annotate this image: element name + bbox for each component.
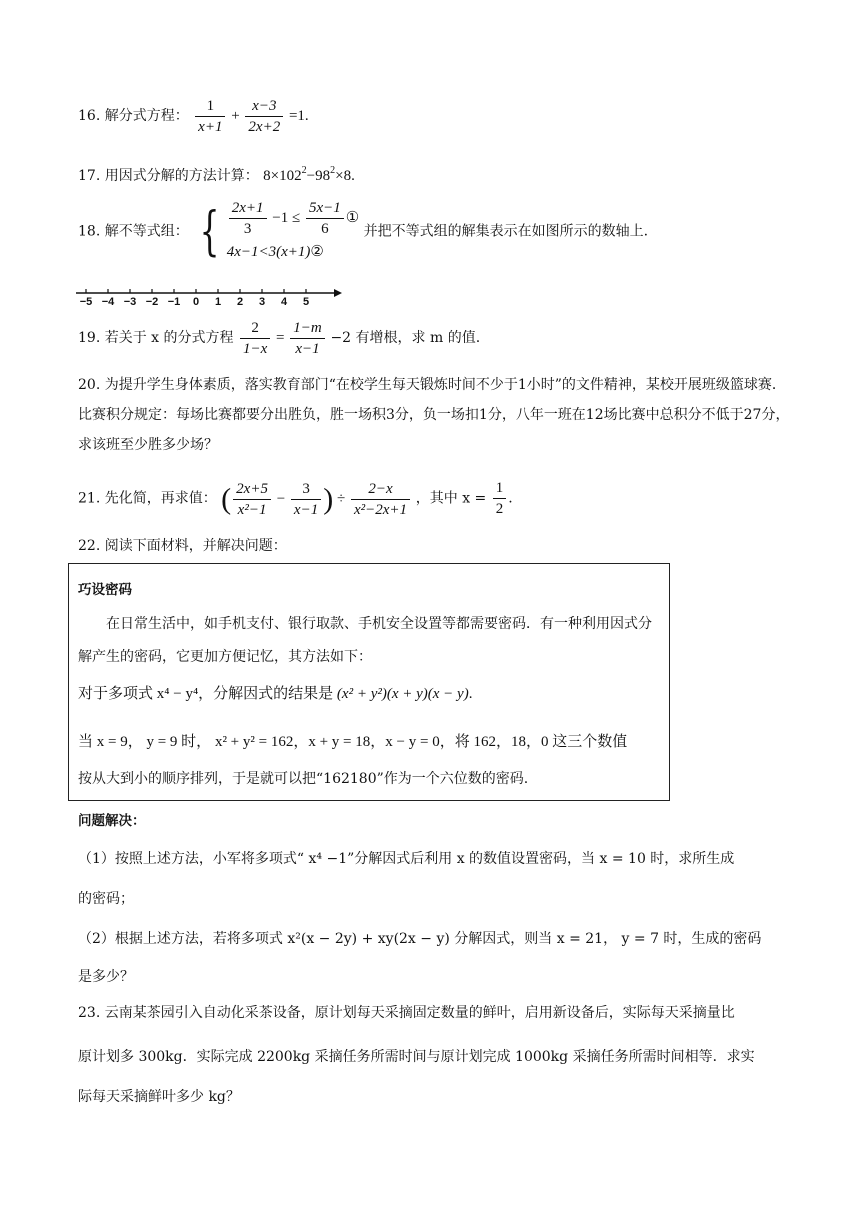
- box-title: 巧设密码: [78, 582, 132, 598]
- sub-question-2-line-2: 是多少？: [78, 969, 134, 985]
- tick-label: 2: [236, 296, 244, 308]
- question-20: 20. 为提升学生身体素质，落实教育部门“在校学生每天锻炼时间不少于1小时”的文件精神，某校开展班级篮球赛．比赛积分规定：每场比赛都要分出胜负，胜一场积3分，负一场扣1分，八年一班在12场比赛中总积分不低于27分，求该班至少胜多少场？: [78, 377, 790, 453]
- tick-label: −3: [123, 296, 137, 308]
- q17-expression: $8\times 102^2-98^2\times 8$.: [263, 165, 355, 184]
- left-brace: {: [199, 201, 220, 262]
- q19-tail: −2 有增根，求 m 的值.: [330, 329, 481, 346]
- number-line: [76, 287, 346, 313]
- q21-label: 21. 先化简，再求值：: [78, 490, 217, 507]
- tick-label: −2: [145, 296, 159, 308]
- q18-label: 18. 解不等式组：: [78, 223, 189, 240]
- question-17: [78, 160, 790, 187]
- q16-label: 16. 解分式方程：: [78, 107, 189, 124]
- box-paragraph-4: 按从大到小的顺序排列，于是就可以把“162180”作为一个六位数的密码.: [78, 771, 529, 787]
- tick-label: 1: [214, 296, 222, 308]
- tick-label: −4: [101, 296, 115, 308]
- tick-label: 4: [280, 296, 288, 308]
- tick-label: −1: [167, 296, 181, 308]
- question-22-label: 22. 阅读下面材料，并解决问题：: [78, 538, 287, 554]
- tick-label: 3: [258, 296, 266, 308]
- q18-instruction: 并把不等式组的解集表示在如图所示的数轴上.: [363, 223, 649, 240]
- q19-label: 19. 若关于 x 的分式方程: [78, 329, 234, 346]
- tick-label: 5: [302, 296, 310, 308]
- question-16: 16. 解分式方程： $\frac{1}{x+1}$ + $\frac{x-3}{2x+2}$ =1.: [78, 98, 309, 135]
- tick-label: −5: [79, 296, 93, 308]
- question-21: 21. 先化简，再求值： ( $\frac{2x+5}{\text{x²−1}}$ − $\frac{3}{x-1}$ ) ÷ $\frac{2-x}{\text{x²−2x+1}}$ ，其中 x = $\frac{1}{2}$ .: [78, 480, 513, 518]
- sub-question-1-line-1: （1）按照上述方法，小军将多项式“ x⁴ −1”分解因式后利用 x 的数值设置密码，当 x = 10 时，求所生成: [78, 851, 735, 867]
- material-box: [68, 563, 670, 801]
- question-19: 19. 若关于 x 的分式方程 $\frac{2}{1-x}$ = $\frac{1-m}{x-1}$ −2 有增根，求 m 的值.: [78, 320, 481, 357]
- q17-label: 17. 用因式分解的方法计算：: [78, 168, 259, 184]
- q16-fraction-1: $\frac{1}{x+1}$: [195, 96, 225, 137]
- tick-label: 0: [192, 296, 200, 308]
- sub-question-1-line-2: 的密码；: [78, 891, 134, 907]
- box-paragraph-2: 对于多项式 x⁴ − y⁴，分解因式的结果是 (x² + y²)(x + y)(x − y).: [78, 686, 473, 702]
- q16-fraction-2: $\frac{x-3}{2x+2}$: [245, 96, 283, 137]
- solve-title: 问题解决：: [78, 813, 146, 829]
- question-23-line-3: 际每天采摘鲜叶多少 kg？: [78, 1089, 240, 1105]
- question-18: [78, 198, 790, 265]
- question-23-line-2: 原计划多 300kg．实际完成 2200kg 采摘任务所需时间与原计划完成 1000kg 采摘任务所需时间相等．求实: [78, 1049, 755, 1065]
- inequality-system: $\frac{2x+1}{3}$ −1 ≤ $\frac{5x-1}{6}$ ① 4x−1<3(x+1)②: [226, 200, 360, 260]
- question-23-line-1: 23. 云南某茶园引入自动化采茶设备，原计划每天采摘固定数量的鲜叶，启用新设备后，实际每天采摘量比: [78, 1005, 735, 1021]
- q19-fraction-2: $\frac{1-m}{x-1}$: [290, 318, 324, 359]
- box-paragraph-1: 在日常生活中，如手机支付、银行取款、手机安全设置等都需要密码．有一种利用因式分解产生的密码，它更加方便记忆，其方法如下：: [78, 616, 652, 665]
- box-paragraph-3: 当 x = 9， y = 9 时， x² + y² = 162，x + y = 18，x − y = 0，将 162，18，0 这三个数值: [78, 734, 628, 750]
- sub-question-2-line-1: （2）根据上述方法，若将多项式 x²(x − 2y) + xy(2x − y) 分解因式，则当 x = 21， y = 7 时，生成的密码: [78, 931, 762, 947]
- q19-fraction-1: $\frac{2}{1-x}$: [240, 318, 270, 359]
